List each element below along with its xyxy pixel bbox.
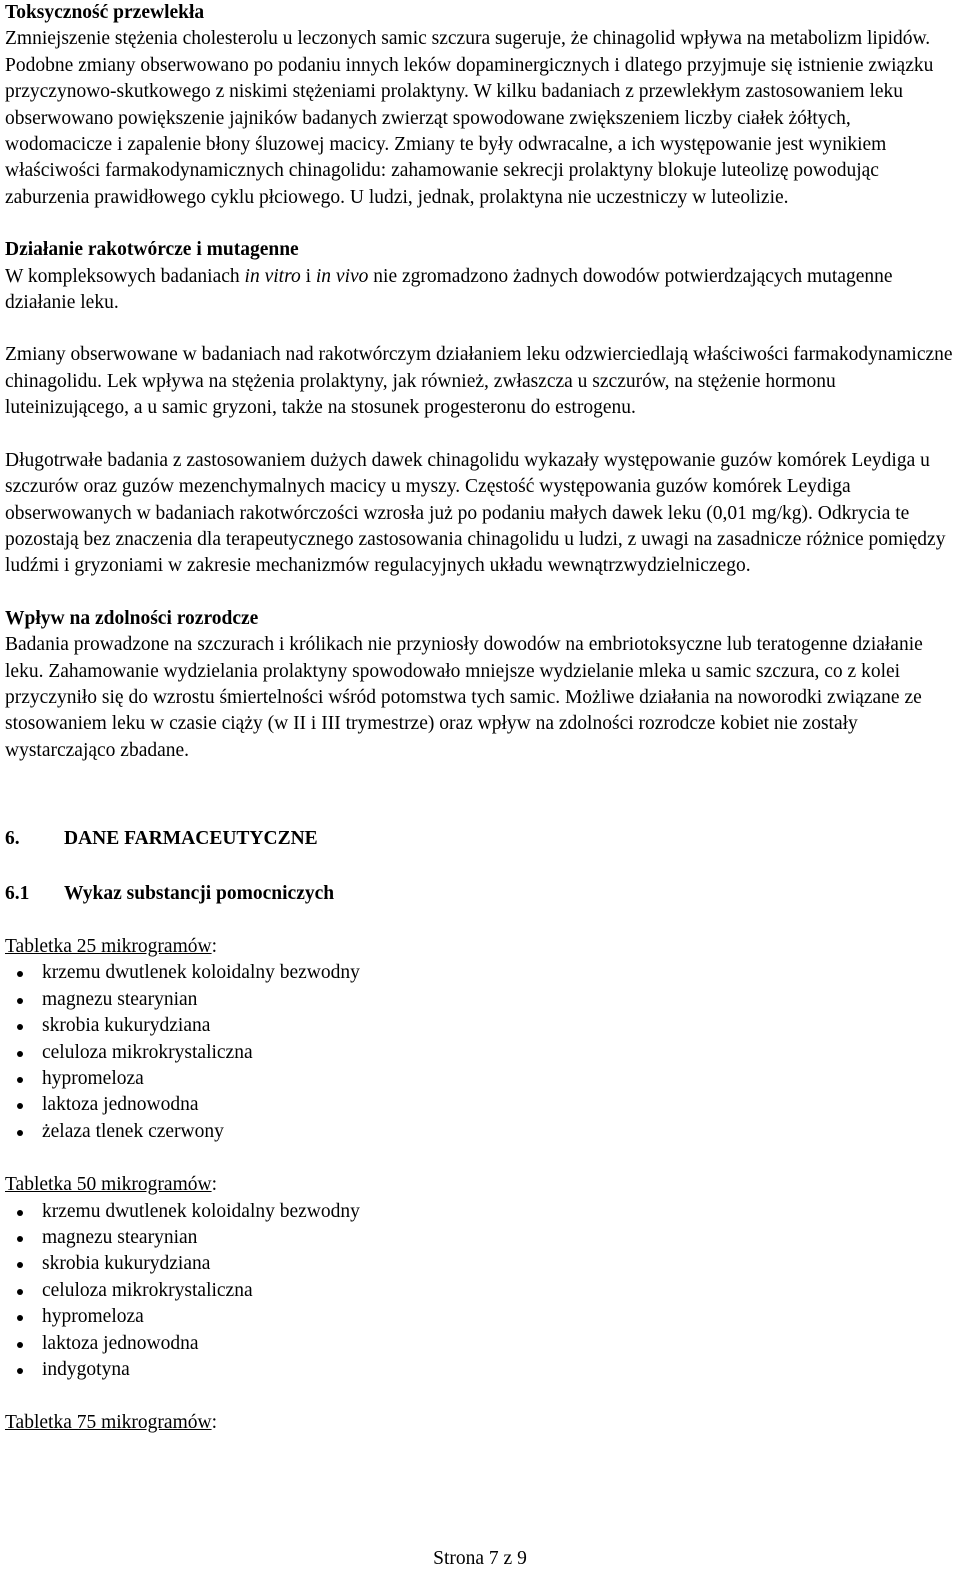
list-item: celuloza mikrokrystaliczna (5, 1040, 955, 1066)
paragraph-mutagenicity: W kompleksowych badaniach in vitro i in vivo nie zgromadzono żadnych dowodów potwierdzających mutagenne działanie leku. (5, 265, 893, 314)
list-item: żelaza tlenek czerwony (5, 1119, 955, 1145)
list-item: skrobia kukurydziana (5, 1251, 955, 1277)
tablet-75-label: Tabletka 75 mikrogramów: (5, 1412, 217, 1434)
tablet-50-excipients-list (5, 1199, 955, 1384)
list-item: laktoza jednowodna (5, 1331, 955, 1357)
heading-chronic-toxicity: Toksyczność przewlekła (5, 2, 205, 23)
paragraph-long-term-studies: Długotrwałe badania z zastosowaniem dużych dawek chinagolidu wykazały występowanie guzów komórek Leydiga u szczurów oraz guzów mezenchymalnych macicy u myszy. Częstość występowania guzów komórek Leydiga obserwowanych w badaniach rakotwórczości wzrosła już po podaniu małych dawek leku (0,01 mg/kg). Odkrycia te pozostają bez znaczenia dla terapeutycznego zastosowania chinagolidu u ludzi, z uwagi na zasadnicze różnice pomiędzy ludźmi i gryzoniami w zakresie mechanizmów regulacyjnych układu wewnątrzwydzielniczego. (5, 449, 946, 577)
list-item: laktoza jednowodna (5, 1092, 955, 1118)
list-item: krzemu dwutlenek koloidalny bezwodny (5, 960, 955, 986)
list-item: krzemu dwutlenek koloidalny bezwodny (5, 1199, 955, 1225)
tablet-50-label: Tabletka 50 mikrogramów: (5, 1174, 217, 1196)
list-item: indygotyna (5, 1357, 955, 1383)
list-item: skrobia kukurydziana (5, 1013, 955, 1039)
section-6-1-heading: 6.1 Wykaz substancji pomocniczych (5, 882, 335, 904)
heading-fertility: Wpływ na zdolności rozrodcze (5, 607, 259, 629)
paragraph-chronic-toxicity: Zmniejszenie stężenia cholesterolu u leczonych samic szczura sugeruje, że chinagolid wpływa na metabolizm lipidów. Podobne zmiany obserwowano po podaniu innych leków dopaminergicznych i dlatego przyjmuje się istnienie związku przyczynowo-skutkowego z niskimi stężeniami prolaktyny. W kilku badaniach z przewlekłym zastosowaniem leku obserwowano powiększenie jajników badanych zwierząt spowodowane zwiększeniem liczby ciałek żółtych, wodomacicze i zapalenie błony śluzowej macicy. Zmiany te były odwracalne, a ich występowanie jest wynikiem właściwości farmakodynamicznych chinagolidu: zahamowanie sekrecji prolaktyny blokuje luteolizę powodując zaburzenia prawidłowego cyklu płciowego. U ludzi, jednak, prolaktyna nie uczestniczy w luteolizie. (5, 28, 934, 208)
tablet-25-excipients-list (5, 960, 955, 1145)
list-item: magnezu stearynian (5, 1225, 955, 1251)
paragraph-fertility: Badania prowadzone na szczurach i królikach nie przyniosły dowodów na embriotoksyczne lub teratogenne działanie leku. Zahamowanie wydzielania prolaktyny spowodowało mniejsze wydzielanie mleka u samic szczura, co z kolei przyczyniło się do wzrostu śmiertelności wśród potomstwa tych samic. Możliwe działania na noworodki związane ze stosowaniem leku w czasie ciąży (w II i III trymestrze) oraz wpływ na zdolności rozrodcze kobiet nie zostały wystarczająco zbadane. (5, 634, 923, 761)
heading-carcinogenicity: Działanie rakotwórcze i mutagenne (5, 239, 299, 261)
list-item: hypromeloza (5, 1066, 955, 1092)
list-item: magnezu stearynian (5, 987, 955, 1013)
paragraph-carcinogenicity-changes: Zmiany obserwowane w badaniach nad rakotwórczym działaniem leku odzwierciedlają właściwości farmakodynamiczne chinagolidu. Lek wpływa na stężenia prolaktyny, jak również, zwłaszcza u szczurów, na stężenie hormonu luteinizującego, a u samic gryzoni, także na stosunek progesteronu do estrogenu. (5, 344, 953, 419)
document-page (5, 0, 955, 1437)
section-6-heading: 6. DANE FARMACEUTYCZNE (5, 828, 318, 850)
page-number-footer: Strona 7 z 9 (433, 1548, 527, 1569)
tablet-25-label: Tabletka 25 mikrogramów: (5, 935, 217, 957)
list-item: celuloza mikrokrystaliczna (5, 1278, 955, 1304)
list-item: hypromeloza (5, 1304, 955, 1330)
